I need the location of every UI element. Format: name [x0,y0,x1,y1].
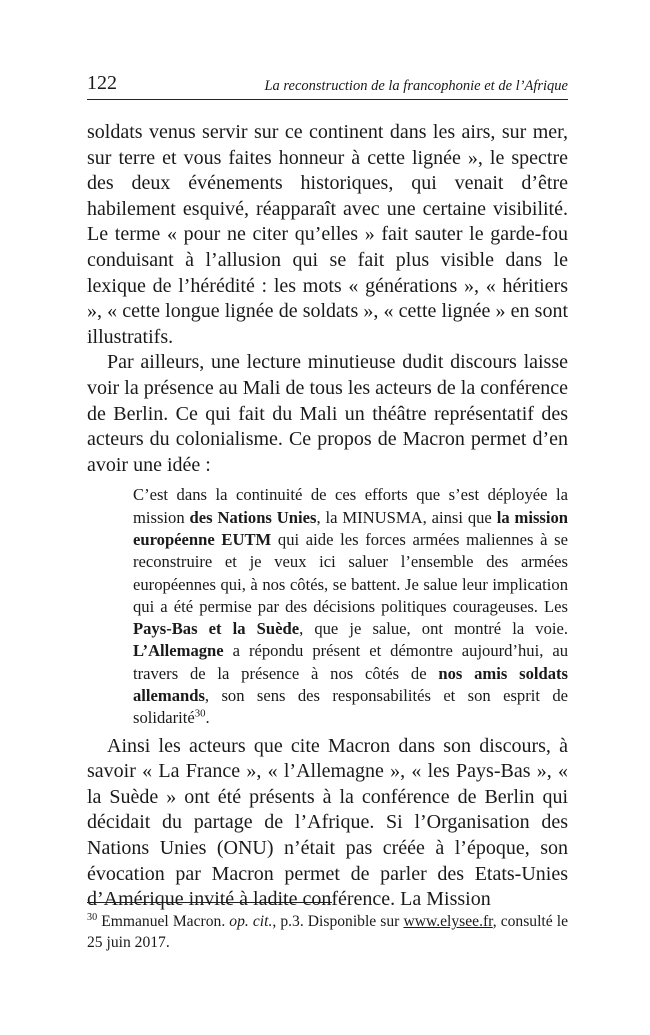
running-title: La reconstruction de la francophonie et de l’Afrique [264,78,568,94]
paragraph-3: Ainsi les acteurs que cite Macron dans son discours, à savoir « La France », « l’Allemagne », « les Pays-Bas », « la Suède » ont été présents à la conférence de Berlin qui décidait du partage de l’Afrique. Si l’Organisation des Nations Unies (ONU) n’était pas créée à l’époque, son évocation par Macron permet de parler des Etats-Unies d’Amérique invité à ladite conférence. La Mission [87,734,568,911]
quote-text-4: , que je salue, ont montré la voie. [299,619,568,639]
footnote-rule [87,902,332,903]
quote-text-2: , la MINUSMA, ainsi que [316,507,497,527]
footnote-reference[interactable]: 30 [194,707,206,720]
quote-text-1: C’est dans la continuité de ces efforts que s’est déployée la mission [133,485,568,527]
quote-text [133,484,568,729]
footnote-op-cit: op. cit. [229,913,273,930]
quote-text-6: , son sens des responsabilités et son esprit de solidarité [133,685,568,728]
page-number: 122 [87,72,117,94]
quote-text-7: . [205,708,210,728]
quote-bold-allemagne: L’Allemagne [133,641,224,661]
quote-bold-un: des Nations Unies [189,507,317,527]
paragraph-1: soldats venus servir sur ce continent dans les airs, sur mer, sur terre et vous faites honneur à cette lignée », le spectre des deux événements historiques, qui venait d’être habilement esquivé, réapparaît avec une certaine visibilité. Le terme « pour ne citer qu’elles » fait sauter le garde-fou conduisant à l’allusion qui se fait plus visible dans le lexique de l’hérédité : les mots « générations », « héritiers », « cette longue lignée de soldats », « cette lignée » en sont illustratifs. [87,121,568,348]
quote-bold-paysbas-suede: Pays-Bas et la Suède [133,619,300,639]
footnote-ref: , p.3. Disponible sur [272,913,404,930]
quote-text-3: qui aide les forces armées maliennes à se reconstruire et je veux ici saluer l’ensemble des armées européennes qui, à nos côtés, se battent. Je salue leur implication qui a été permise par des décisions politiques courageuses. Les [133,529,568,616]
header-rule [87,99,568,100]
footnote-tail: , consulté le 25 juin 2017. [87,913,568,951]
body-text [87,120,568,913]
footnote-number: 30 [87,911,98,923]
quote-text-5: a répondu présent et démontre aujourd’hui, au travers de la présence à nos côtés de [133,641,568,683]
paragraph-2: Par ailleurs, une lecture minutieuse dudit discours laisse voir la présence au Mali de tous les acteurs de la conférence de Berlin. Ce qui fait du Mali un théâtre représentatif des acteurs du colonialisme. Ce propos de Macron permet d’en avoir une idée : [87,351,568,476]
quote-bold-eutm: la mission européenne EUTM [133,507,568,549]
footnote [87,911,568,953]
quote-bold-soldats: nos amis soldats allemands [133,663,568,705]
footnote-link[interactable]: www.elysee.fr [403,913,493,930]
footnote-author: Emmanuel Macron. [97,913,230,930]
block-quote [133,484,568,729]
